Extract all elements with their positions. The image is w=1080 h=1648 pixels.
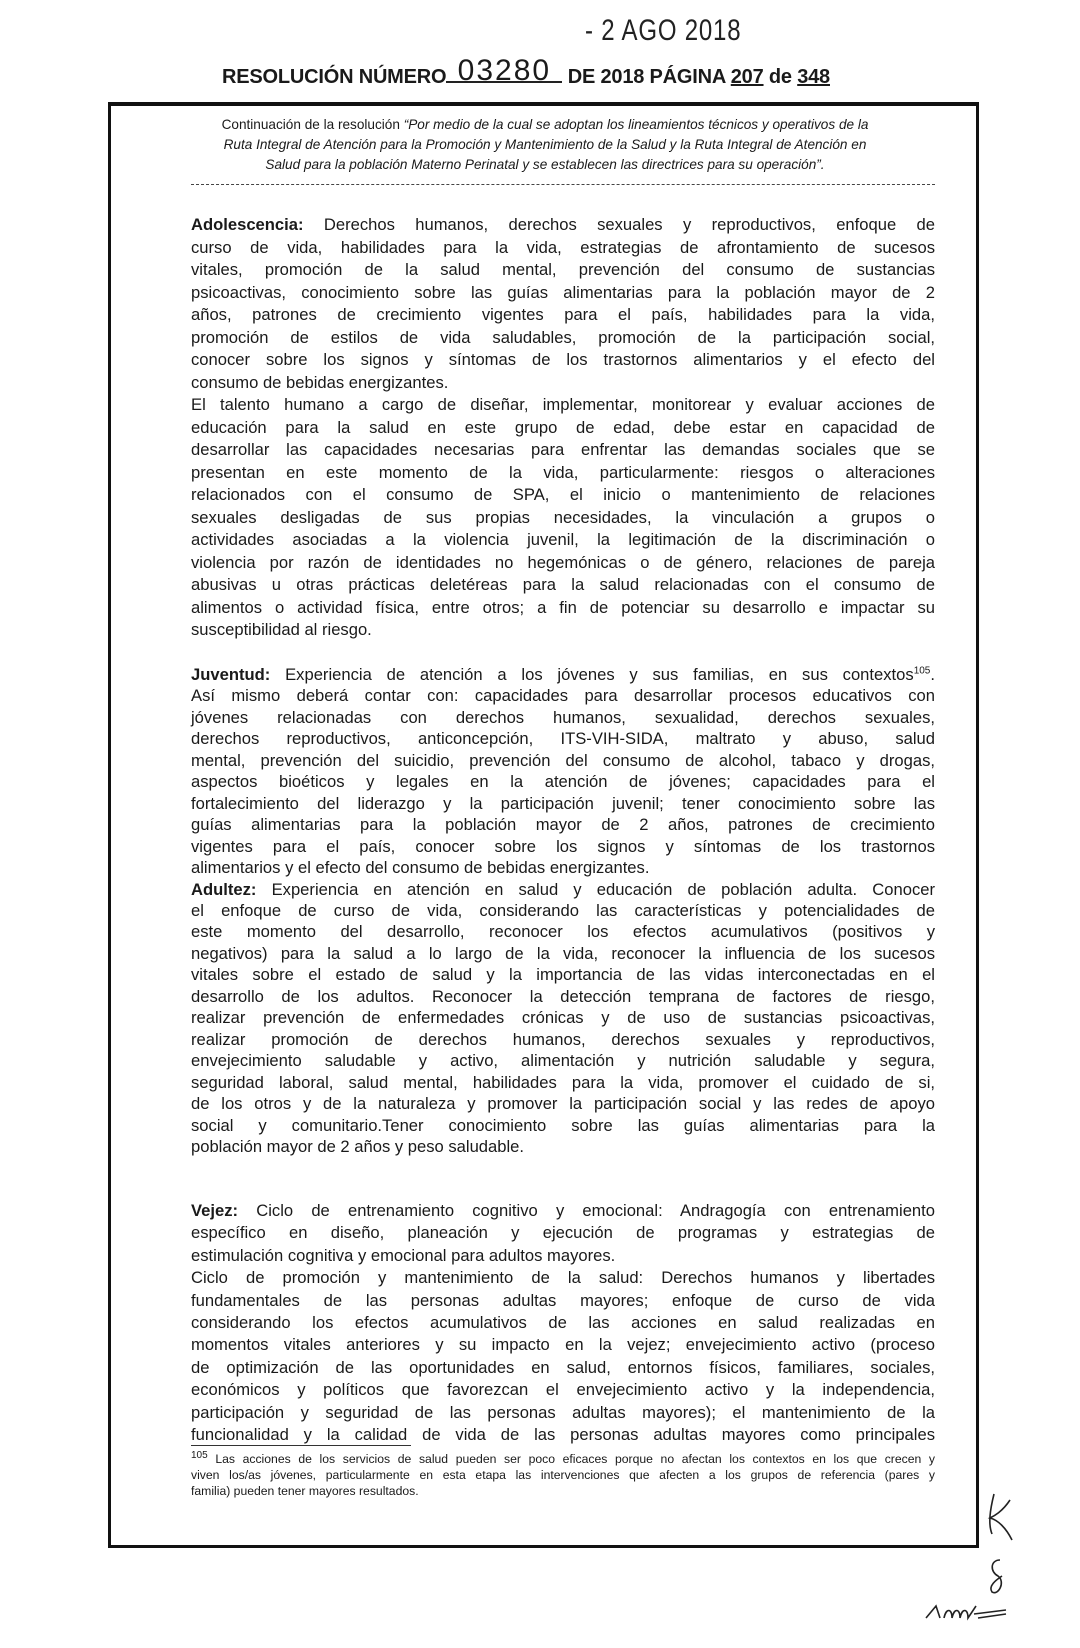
text-line [191, 1007, 935, 1028]
text-line [191, 964, 935, 985]
text-line [191, 1222, 935, 1244]
text-line [191, 1402, 935, 1424]
line-text: participación y seguridad de las personas adultas mayores); el mantenimiento de la [191, 1402, 935, 1422]
line-text: de los otros y de la naturaleza y promover la participación social y las redes de apoyo [191, 1094, 935, 1114]
text-line [191, 900, 935, 921]
line-text: vigentes para el país, conocer sobre los signos y síntomas de los trastornos [191, 836, 935, 856]
text-line [191, 1050, 935, 1071]
line-text: El talento humano a cargo de diseñar, implementar, monitorear y evaluar acciones de [191, 395, 935, 414]
section-heading: Juventud: [191, 665, 271, 684]
line-text: presentan en este momento de la vida, particularmente: riesgos o alteraciones [191, 462, 935, 482]
initials-signature [980, 1490, 1020, 1550]
line-text: vitales sobre el estado de salud y la importancia de las vidas interconectadas en el [191, 965, 935, 985]
line-text: social y comunitario.Tener conocimiento sobre las guías alimentarias para la [191, 1115, 935, 1135]
line-text: específico en diseño, planeación y ejecución de programas y estrategias de [191, 1223, 935, 1243]
text-line [191, 304, 935, 327]
paragraph [191, 1267, 935, 1446]
text-line [191, 574, 935, 597]
line-text: alimentos o actividad física, entre otros; a fin de potenciar su desarrollo e impactar su [191, 597, 935, 617]
text-line [191, 1424, 935, 1446]
paragraph [191, 664, 935, 879]
line-text: promoción de estilos de vida saludables, promoción de la participación social, [191, 327, 935, 347]
line-text: psicoactivas, conocimiento sobre las guías alimentarias para la población mayor de 2 [191, 282, 935, 302]
text-line [191, 750, 935, 771]
text-line [191, 1072, 935, 1093]
text-line [191, 771, 935, 792]
line-text: vitales, promoción de la salud mental, prevención del consumo de sustancias [191, 260, 935, 279]
footnote-number: 105 [191, 1449, 208, 1461]
text-line [191, 1312, 935, 1334]
resolution-label: RESOLUCIÓN NÚMERO [222, 66, 447, 88]
page-number: 207 [730, 66, 764, 88]
year-page-label: DE 2018 PÁGINA [567, 66, 726, 88]
text-line [191, 259, 935, 282]
text-line [191, 1136, 935, 1157]
text-line [191, 214, 935, 237]
text-line [191, 529, 935, 552]
line-text: este momento del desarrollo, reconocer los efectos acumulativos (positivos y [191, 922, 935, 942]
line-text: relacionados con el consumo de SPA, el inicio o mantenimiento de relaciones [191, 485, 935, 504]
line-text: guías alimentarias para la población mayor de 2 años, patrones de crecimiento [191, 815, 935, 835]
subtitle-line: Ruta Integral de Atención para la Promoción y Mantenimiento de la Salud y la Ruta Integral de Atención en [223, 137, 867, 152]
line-text: alimentarios y el efecto del consumo de bebidas energizantes. [191, 858, 650, 878]
line-text: Ciclo de promoción y mantenimiento de la salud: Derechos humanos y libertades [191, 1268, 935, 1288]
text-line [191, 921, 935, 942]
line-text: funcionalidad y la calidad de vida de las personas adultas mayores como principales [191, 1425, 935, 1445]
of-label: de [768, 66, 792, 88]
line-text: curso de vida, habilidades para la vida, estrategias de afrontamiento de sucesos [191, 237, 935, 257]
text-line: Juventud: Experiencia de atención a los jóvenes y sus familias, en sus contextos$^{105}$. [191, 665, 935, 684]
line-text: educación para la salud en este grupo de edad, debe estar en capacidad de [191, 417, 935, 437]
line-text: Experiencia en atención en salud y educación de población adulta. Conocer [256, 879, 935, 899]
line-text: actividades asociadas a la violencia juvenil, la legitimación de la discriminación o [191, 530, 935, 549]
line-text: realizar prevención de enfermedades crónicas y de uso de sustancias psicoactivas, [191, 1008, 935, 1028]
line-text: el enfoque de curso de vida, considerando las características y potencialidades de [191, 900, 935, 920]
line-text: sexuales desligadas de sus propias necesidades, la vinculación a grupos o [191, 507, 935, 527]
text-line [191, 619, 935, 642]
text-line [191, 793, 935, 814]
line-text: desarrollo de los adultos. Reconocer la detección temprana de factores de riesgo, [191, 986, 935, 1006]
text-line [191, 1245, 935, 1267]
text-line [191, 1200, 935, 1222]
resolution-subtitle [130, 115, 960, 175]
date-stamp: - 2 AGO 2018 [585, 14, 742, 47]
line-text: derechos reproductivos, anticoncepción, ITS-VIH-SIDA, maltrato y abuso, salud [191, 729, 935, 749]
line-text: desarrollar las capacidades necesarias para enfrentar las demandas sociales que se [191, 440, 935, 459]
text-line [191, 1267, 935, 1289]
text-line [191, 943, 935, 964]
dashed-divider [191, 184, 935, 185]
text-line [191, 1093, 935, 1114]
text-line [191, 1379, 935, 1401]
subtitle-line: Salud para la población Materno Perinatal y se establecen las directrices para su operación”. [265, 157, 825, 172]
line-text: Ciclo de entrenamiento cognitivo y emocional: Andragogía con entrenamiento [238, 1201, 935, 1220]
text-line [191, 1334, 935, 1356]
line-text: fundamentales de las personas adultas mayores; enfoque de curso de vida [191, 1290, 935, 1310]
text-line [191, 597, 935, 620]
text-line [191, 507, 935, 530]
line-text: seguridad laboral, salud mental, habilidades para la vida, promover el cuidado de si, [191, 1072, 935, 1092]
footnote-line: familia) pueden tener mayores resultados. [191, 1484, 419, 1498]
footnote [191, 1451, 935, 1499]
line-text: estimulación cognitiva y emocional para adultos mayores. [191, 1245, 616, 1265]
line-text: consumo de bebidas energizantes. [191, 372, 449, 392]
line-text: negativos) para la salud a lo largo de la vida, reconocer la influencia de los sucesos [191, 943, 935, 963]
text-line [191, 282, 935, 305]
text-line [191, 1029, 935, 1050]
text-line [191, 1115, 935, 1136]
line-text: susceptibilidad al riesgo. [191, 620, 372, 639]
text-line [191, 1290, 935, 1312]
line-text: realizar promoción de derechos humanos, derechos sexuales y reproductivos, [191, 1029, 935, 1049]
subtitle-prefix: Continuación de la resolución [221, 117, 404, 132]
footnote-line: viven los/as jóvenes, particularmente en esta etapa las intervenciones que afecten a los grupos de referencia (pares y [191, 1468, 935, 1482]
signature [922, 1600, 1012, 1624]
text-line [191, 685, 935, 706]
text-line [191, 986, 935, 1007]
footnote-divider [191, 1445, 411, 1446]
line-text: Así mismo deberá contar con: capacidades para desarrollar procesos educativos con [191, 686, 935, 706]
initials-signature-2 [984, 1556, 1010, 1600]
line-text: violencia por razón de identidades no hegemónicas o de género, relaciones de pareja [191, 552, 935, 572]
text-line [191, 836, 935, 857]
text-line [191, 417, 935, 440]
line-text: fortalecimiento del liderazgo y la participación juvenil; tener conocimiento sobre las [191, 793, 935, 813]
line-text: conocer sobre los signos y síntomas de los trastornos alimentarios y el efecto del [191, 350, 935, 369]
page-total: 348 [797, 66, 830, 88]
line-text: población mayor de 2 años y peso saludable. [191, 1136, 525, 1156]
line-text: mental, prevención del suicidio, prevención del consumo de alcohol, tabaco y drogas, [191, 750, 935, 770]
text-line [191, 462, 935, 485]
section-vejez [191, 1200, 935, 1446]
line-text: Derechos humanos, derechos sexuales y reproductivos, enfoque de [303, 215, 935, 234]
subtitle-line: “Por medio de la cual se adoptan los lineamientos técnicos y operativos de la [403, 117, 869, 132]
text-line [191, 327, 935, 350]
line-text: considerando los efectos acumulativos de las acciones en salud realizadas en [191, 1313, 935, 1333]
text-line [191, 707, 935, 728]
paragraph [191, 879, 935, 1158]
resolution-number: 03280 [446, 61, 562, 83]
page-header [222, 54, 830, 89]
text-line [191, 879, 935, 900]
text-line [191, 372, 935, 395]
paragraph [191, 214, 935, 394]
paragraph [191, 394, 935, 642]
line-text: de optimización de las oportunidades en salud, entornos físicos, familiares, sociales, [191, 1357, 935, 1377]
section-adolescencia [191, 214, 935, 642]
paragraph [191, 1200, 935, 1267]
line-text: envejecimiento saludable y activo, alimentación y nutrición saludable y segura, [191, 1051, 935, 1071]
section-heading: Vejez: [191, 1201, 239, 1220]
line-text: aspectos bioéticos y legales en la atención de jóvenes; capacidades para el [191, 772, 935, 792]
text-line [191, 439, 935, 462]
line-text: años, patrones de crecimiento vigentes para el país, habilidades para la vida, [191, 305, 935, 324]
text-line [191, 1357, 935, 1379]
text-line [191, 484, 935, 507]
line-text: momentos vitales anteriores y su impacto en la vejez; envejecimiento activo (proceso [191, 1335, 935, 1355]
section-heading: Adolescencia: [191, 215, 304, 234]
text-line [191, 857, 935, 878]
footnote-line: $^{105}$ Las acciones de los servicios de salud pueden ser poco eficaces porque no afectan los contextos en los que crecen y [191, 1449, 935, 1466]
text-line [191, 394, 935, 417]
section-juventud-adultez [191, 664, 935, 1157]
text-line [191, 237, 935, 260]
section-heading: Adultez: [191, 879, 257, 899]
line-text: económicos y políticos que favorezcan el envejecimiento activo y la independencia, [191, 1380, 935, 1400]
text-line [191, 814, 935, 835]
footnote-reference: 105 [913, 665, 931, 677]
line-text: abusivas u otras prácticas deletéreas para la salud relacionadas con el consumo de [191, 575, 935, 594]
line-text: jóvenes relacionadas con derechos humanos, sexualidad, derechos sexuales, [191, 707, 935, 727]
text-line [191, 349, 935, 372]
line-text: Experiencia de atención a los jóvenes y sus familias, en sus contextos [270, 665, 914, 684]
text-line [191, 728, 935, 749]
text-line [191, 552, 935, 575]
